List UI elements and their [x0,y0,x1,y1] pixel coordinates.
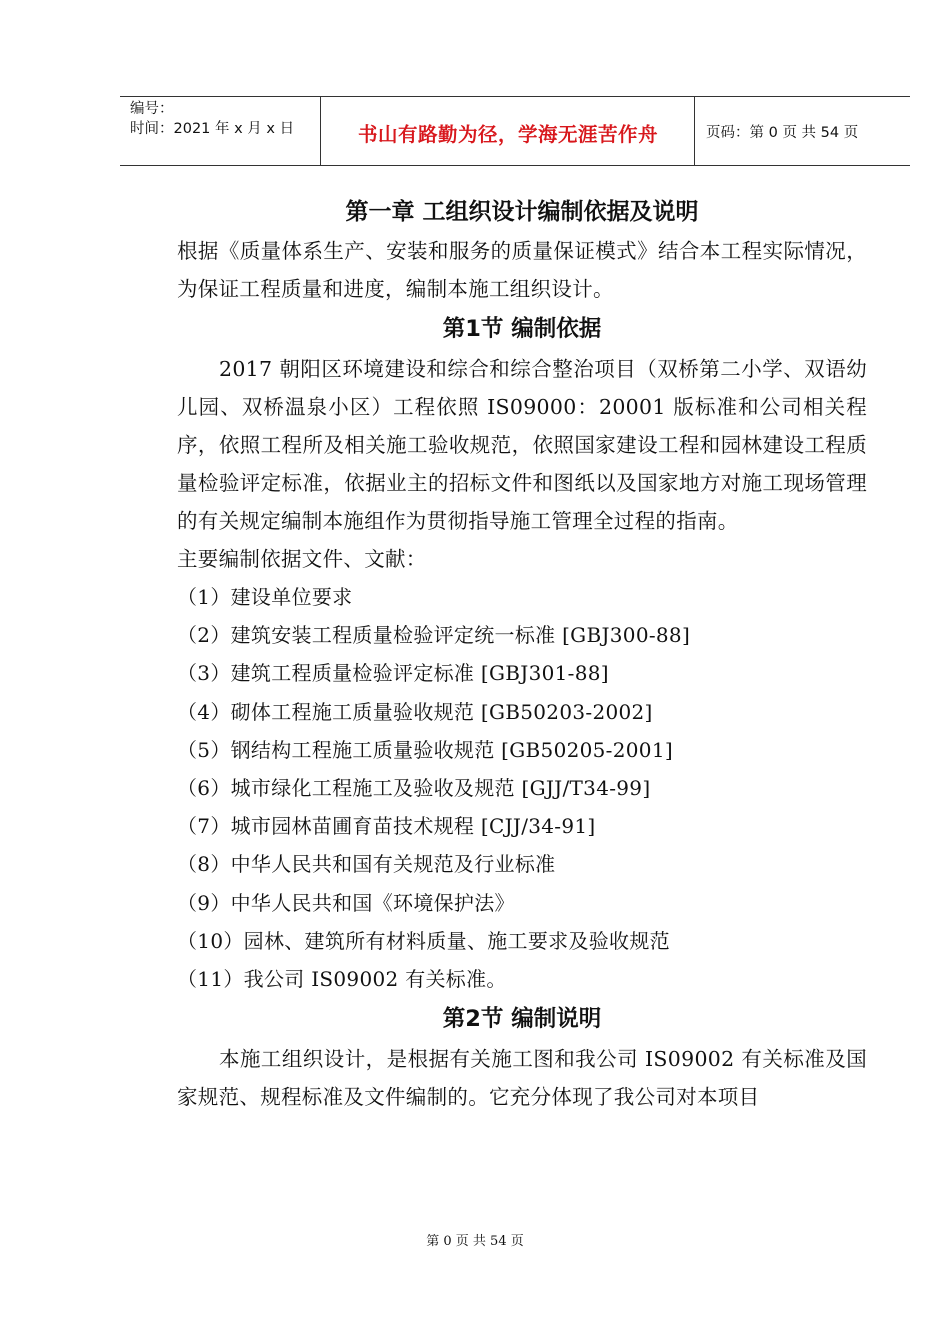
reference-item: （1）建设单位要求 [177,585,353,609]
section-paragraph: 2017 朝阳区环境建设和综合和综合整治项目（双桥第二小学、双语幼儿园、双桥温泉小区）工程依照 IS09000：20001 版标准和公司相关程序，依照工程所及相关施工验收规范，依照国家建设工程和园林建设工程质量检验评定标准，依据业主的招标文件和图纸以及国家地方对施工现场管理的有关规定编制本施组作为贯彻指导施工管理全过程的指南。 [177,357,867,533]
reference-item: （3）建筑工程质量检验评定标准 [GBJ301-88] [177,661,609,686]
section-title: 第2节 编制说明 [442,1006,602,1033]
time-label: 时间：2021 年 x 月 x 日 [130,121,295,137]
section-title: 第1节 编制依据 [442,316,602,342]
reference-item: （6）城市绿化工程施工及验收及规范 [GJJ/T34-99] [177,776,651,801]
reference-item: （10）园林、建筑所有材料质量、施工要求及验收规范 [177,928,670,953]
intro-paragraph: 根据《质量体系生产、安装和服务的质量保证模式》结合本工程实际情况，为保证工程质量和进度，编制本施工组织设计。 [177,239,867,301]
header-divider [320,97,321,165]
number-label: 编号： [130,101,174,117]
header-motto: 书山有路勤为径，学海无涯苦作舟 [357,123,658,146]
reference-item: （9）中华人民共和国《环境保护法》 [177,890,515,915]
refs-intro: 主要编制依据文件、文献： [177,547,427,571]
document-body [177,192,867,1116]
section-paragraph: 本施工组织设计，是根据有关施工图和我公司 IS09002 有关标准及国家规范、规程标准及文件编制的。它充分体现了我公司对本项目 [177,1047,867,1110]
reference-item: （2）建筑安装工程质量检验评定统一标准 [GBJ300-88] [177,623,691,648]
reference-item: （5）钢结构工程施工质量验收规范 [GB50205-2001] [177,737,673,762]
reference-list [177,578,867,998]
header-page-info: 页码：第 0 页 共 54 页 [706,125,859,141]
header-divider [694,97,695,165]
reference-item: （8）中华人民共和国有关规范及行业标准 [177,852,556,877]
reference-item: （11）我公司 IS09002 有关标准。 [177,967,507,992]
chapter-title: 第一章 工组织设计编制依据及说明 [345,199,699,225]
reference-item: （7）城市园林苗圃育苗技术规程 [CJJ/34-91] [177,814,596,839]
header-table [120,96,910,166]
header-meta [130,99,294,139]
reference-item: （4）砌体工程施工质量验收规范 [GB50203-2002] [177,699,653,724]
page-footer: 第 0 页 共 54 页 [426,1234,524,1249]
